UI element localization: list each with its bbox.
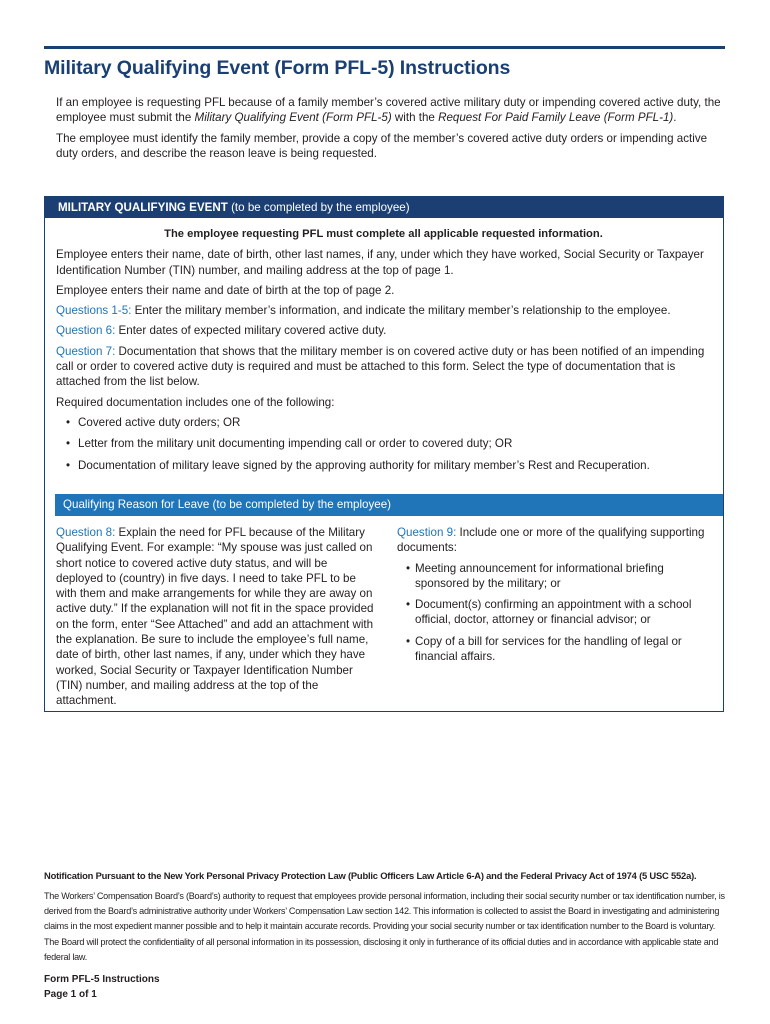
documentation-list bbox=[56, 415, 711, 473]
mq-body bbox=[56, 227, 711, 479]
instruction-page1: Employee enters their name, date of birth, other last names, if any, under which they have worked, Social Security or Taxpayer Identification Number (TIN) number, and mailing address at the top of page 1. bbox=[56, 248, 704, 277]
question-8-instructions: Question 8: Explain the need for PFL because of the Military Qualifying Event. For example: “My spouse was just called on short notice to covered active duty status, and will be deployed to (country) in five days. I need to take PFL to be with them and make arrangements for while they are away on active duty.” If the explanation will not fit in the space provided on the form, enter “See Attached” and add an attachment with the explanation. Be sure to include the employee’s full name, date of birth, other last names, if any, under which they have worked, Social Security or Taxpayer Identification Number (TIN) number, and mailing address at the top of the attachment. bbox=[56, 526, 374, 708]
footer-page-number: Page 1 of 1 bbox=[44, 989, 97, 1000]
section-header-qualifying-reason: Qualifying Reason for Leave (to be completed by the employee) bbox=[55, 494, 723, 516]
instruction-questions-1-5: Questions 1-5: Enter the military member’s information, and indicate the military member’s relationship to the employee. bbox=[56, 304, 671, 318]
privacy-notice-heading: Notification Pursuant to the New York Personal Privacy Protection Law (Public Officers Law Article 6-A) and the Federal Privacy Act of 1974 (5 USC 552a). bbox=[44, 870, 697, 881]
supporting-documents-list bbox=[397, 561, 707, 665]
instruction-question-6: Question 6: Enter dates of expected military covered active duty. bbox=[56, 324, 387, 338]
list-item: • Covered active duty orders; OR bbox=[78, 415, 711, 430]
page-title: Military Qualifying Event (Form PFL-5) Instructions bbox=[44, 57, 511, 79]
list-item: • Meeting announcement for informational briefing sponsored by the military; or bbox=[415, 561, 707, 592]
footer-form-name: Form PFL-5 Instructions bbox=[44, 974, 160, 985]
footer bbox=[44, 972, 160, 1002]
instruction-question-7: Question 7: Documentation that shows that the military member is on covered active duty or has been notified of an impending call or order to covered active duty is required and must be attached to this form. Select the type of documentation that is attached from the list below. bbox=[56, 344, 705, 389]
list-item: • Copy of a bill for services for the handling of legal or financial affairs. bbox=[415, 634, 707, 665]
required-documentation: Required documentation includes one of the following: bbox=[56, 395, 335, 409]
military-qualifying-event-section bbox=[44, 196, 724, 712]
list-item: • Letter from the military unit documenting impending call or order to covered duty; OR bbox=[78, 436, 711, 451]
intro-paragraph-1: If an employee is requesting PFL because of a family member’s covered active military duty or impending covered active duty, the employee must submit the Military Qualifying Event (Form PFL-5) with the Request For Paid Family Leave (Form PFL-1). bbox=[56, 96, 721, 125]
list-item: • Document(s) confirming an appointment with a school official, doctor, attorney or financial advisor; or bbox=[415, 597, 707, 628]
requirement-note: The employee requesting PFL must complete all applicable requested information. bbox=[164, 228, 603, 240]
section-header-military-qualifying-event: MILITARY QUALIFYING EVENT (to be completed by the employee) bbox=[45, 197, 723, 218]
privacy-notice bbox=[44, 870, 726, 965]
top-rule bbox=[44, 46, 725, 49]
instruction-page2: Employee enters their name and date of birth at the top of page 2. bbox=[56, 283, 395, 297]
intro-paragraph-2: The employee must identify the family member, provide a copy of the member’s covered active duty orders or impending active duty orders, and describe the reason leave is being requested. bbox=[56, 131, 708, 160]
question-9-instructions: Question 9: Include one or more of the qualifying supporting documents: • Meeting announcement for informational briefing sponsored by the military; or • Document(s) confirming an appointment with a school official, doctor, attorney or financial advisor; or • Copy of a bill for services for the handling of legal or financial affairs. bbox=[397, 525, 707, 670]
intro bbox=[56, 95, 721, 166]
list-item: • Documentation of military leave signed by the approving authority for military member’s Rest and Recuperation. bbox=[78, 458, 711, 473]
privacy-notice-body: The Workers’ Compensation Board’s (Board’s) authority to request that employees provide personal information, including their social security number or tax identification number, is derived from the Board’s administrative authority under Workers’ Compensation Law section 142. This information is collected to assist the Board in investigating and administering claims in the most expedient manner possible and to help it maintain accurate records. Providing your social security number or tax identification number to the Board is voluntary. The Board will protect the confidentiality of all personal information in its possession, disclosing it only in furtherance of its official duties and in accordance with applicable state and federal law. bbox=[44, 891, 725, 962]
